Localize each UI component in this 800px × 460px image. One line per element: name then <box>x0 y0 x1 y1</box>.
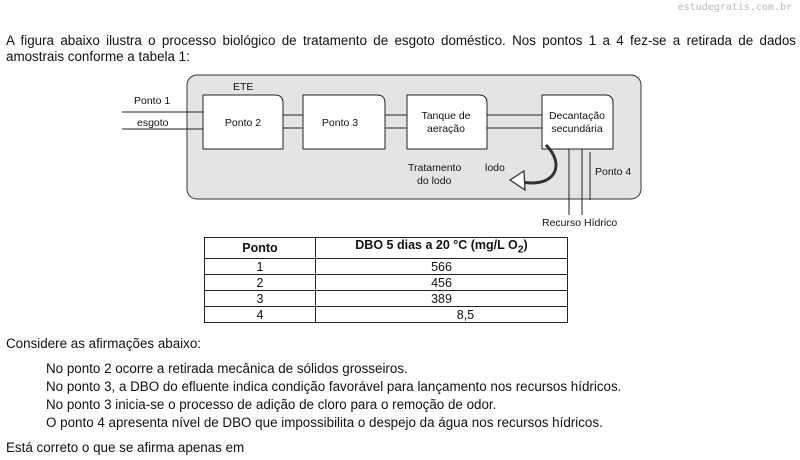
cell-ponto: 1 <box>205 259 316 275</box>
table-header-row <box>205 238 568 259</box>
header-dbo-sub: 2 <box>517 244 524 256</box>
cell-dbo: 566 <box>316 259 568 275</box>
header-ponto: Ponto <box>205 238 316 259</box>
cell-dbo: 8,5 <box>316 307 568 323</box>
statement-text: O ponto 4 apresenta nível de DBO que impossibilita o despejo da água nos recursos hídricos. <box>46 415 603 430</box>
header-dbo <box>316 238 568 259</box>
box-decant-label-1: Decantação <box>548 110 606 122</box>
box-ponto3-label: Ponto 3 <box>321 117 359 129</box>
box-decant-label-2: secundária <box>551 123 603 135</box>
recurso-hidrico-label: Recurso Hídrico <box>542 217 618 229</box>
table-row <box>205 275 568 291</box>
ponto1-label: Ponto 1 <box>134 95 171 107</box>
cell-ponto: 4 <box>205 307 316 323</box>
closing-question: Está correto o que se afirma apenas em <box>6 440 245 455</box>
lodo-label: lodo <box>485 162 505 174</box>
box-decantacao <box>542 95 613 149</box>
cell-ponto: 3 <box>205 291 316 307</box>
box-tanque-aeracao <box>407 95 487 149</box>
statement-text: No ponto 3 inicia-se o processo de adição de cloro para o remoção de odor. <box>46 397 497 412</box>
ponto4-label: Ponto 4 <box>595 166 632 178</box>
header-dbo-end: ) <box>523 238 528 253</box>
dbo-table <box>204 237 568 323</box>
esgoto-label: esgoto <box>137 117 169 129</box>
table-row <box>205 307 568 323</box>
question-intro: A figura abaixo ilustra o processo biológico de tratamento de esgoto doméstico. Nos pontos 1 a 4 fez-se a retirada de dados amostrais conforme a tabela 1: <box>6 33 796 64</box>
ete-label: ETE <box>233 81 254 93</box>
statement-text: No ponto 3, a DBO do efluente indica condição favorável para lançamento nos recursos hídricos. <box>46 379 622 394</box>
statements-prompt: Considere as afirmações abaixo: <box>6 336 202 351</box>
table-row <box>205 291 568 307</box>
tratamento-label-2: do lodo <box>417 175 452 187</box>
cell-dbo: 389 <box>316 291 568 307</box>
statement-text: No ponto 2 ocorre a retirada mecânica de sólidos grosseiros. <box>46 361 408 376</box>
box-tanque-label-2: aeração <box>427 123 465 135</box>
table-row <box>205 259 568 275</box>
box-tanque-label-1: Tanque de <box>421 110 471 122</box>
tratamento-label-1: Tratamento <box>408 162 462 174</box>
cell-dbo: 456 <box>316 275 568 291</box>
box-ponto2-label: Ponto 2 <box>224 117 262 129</box>
header-dbo-main: DBO 5 dias a 20 °C (mg/L O <box>355 238 518 253</box>
watermark: estudegratis.com.br <box>677 2 792 13</box>
cell-ponto: 2 <box>205 275 316 291</box>
